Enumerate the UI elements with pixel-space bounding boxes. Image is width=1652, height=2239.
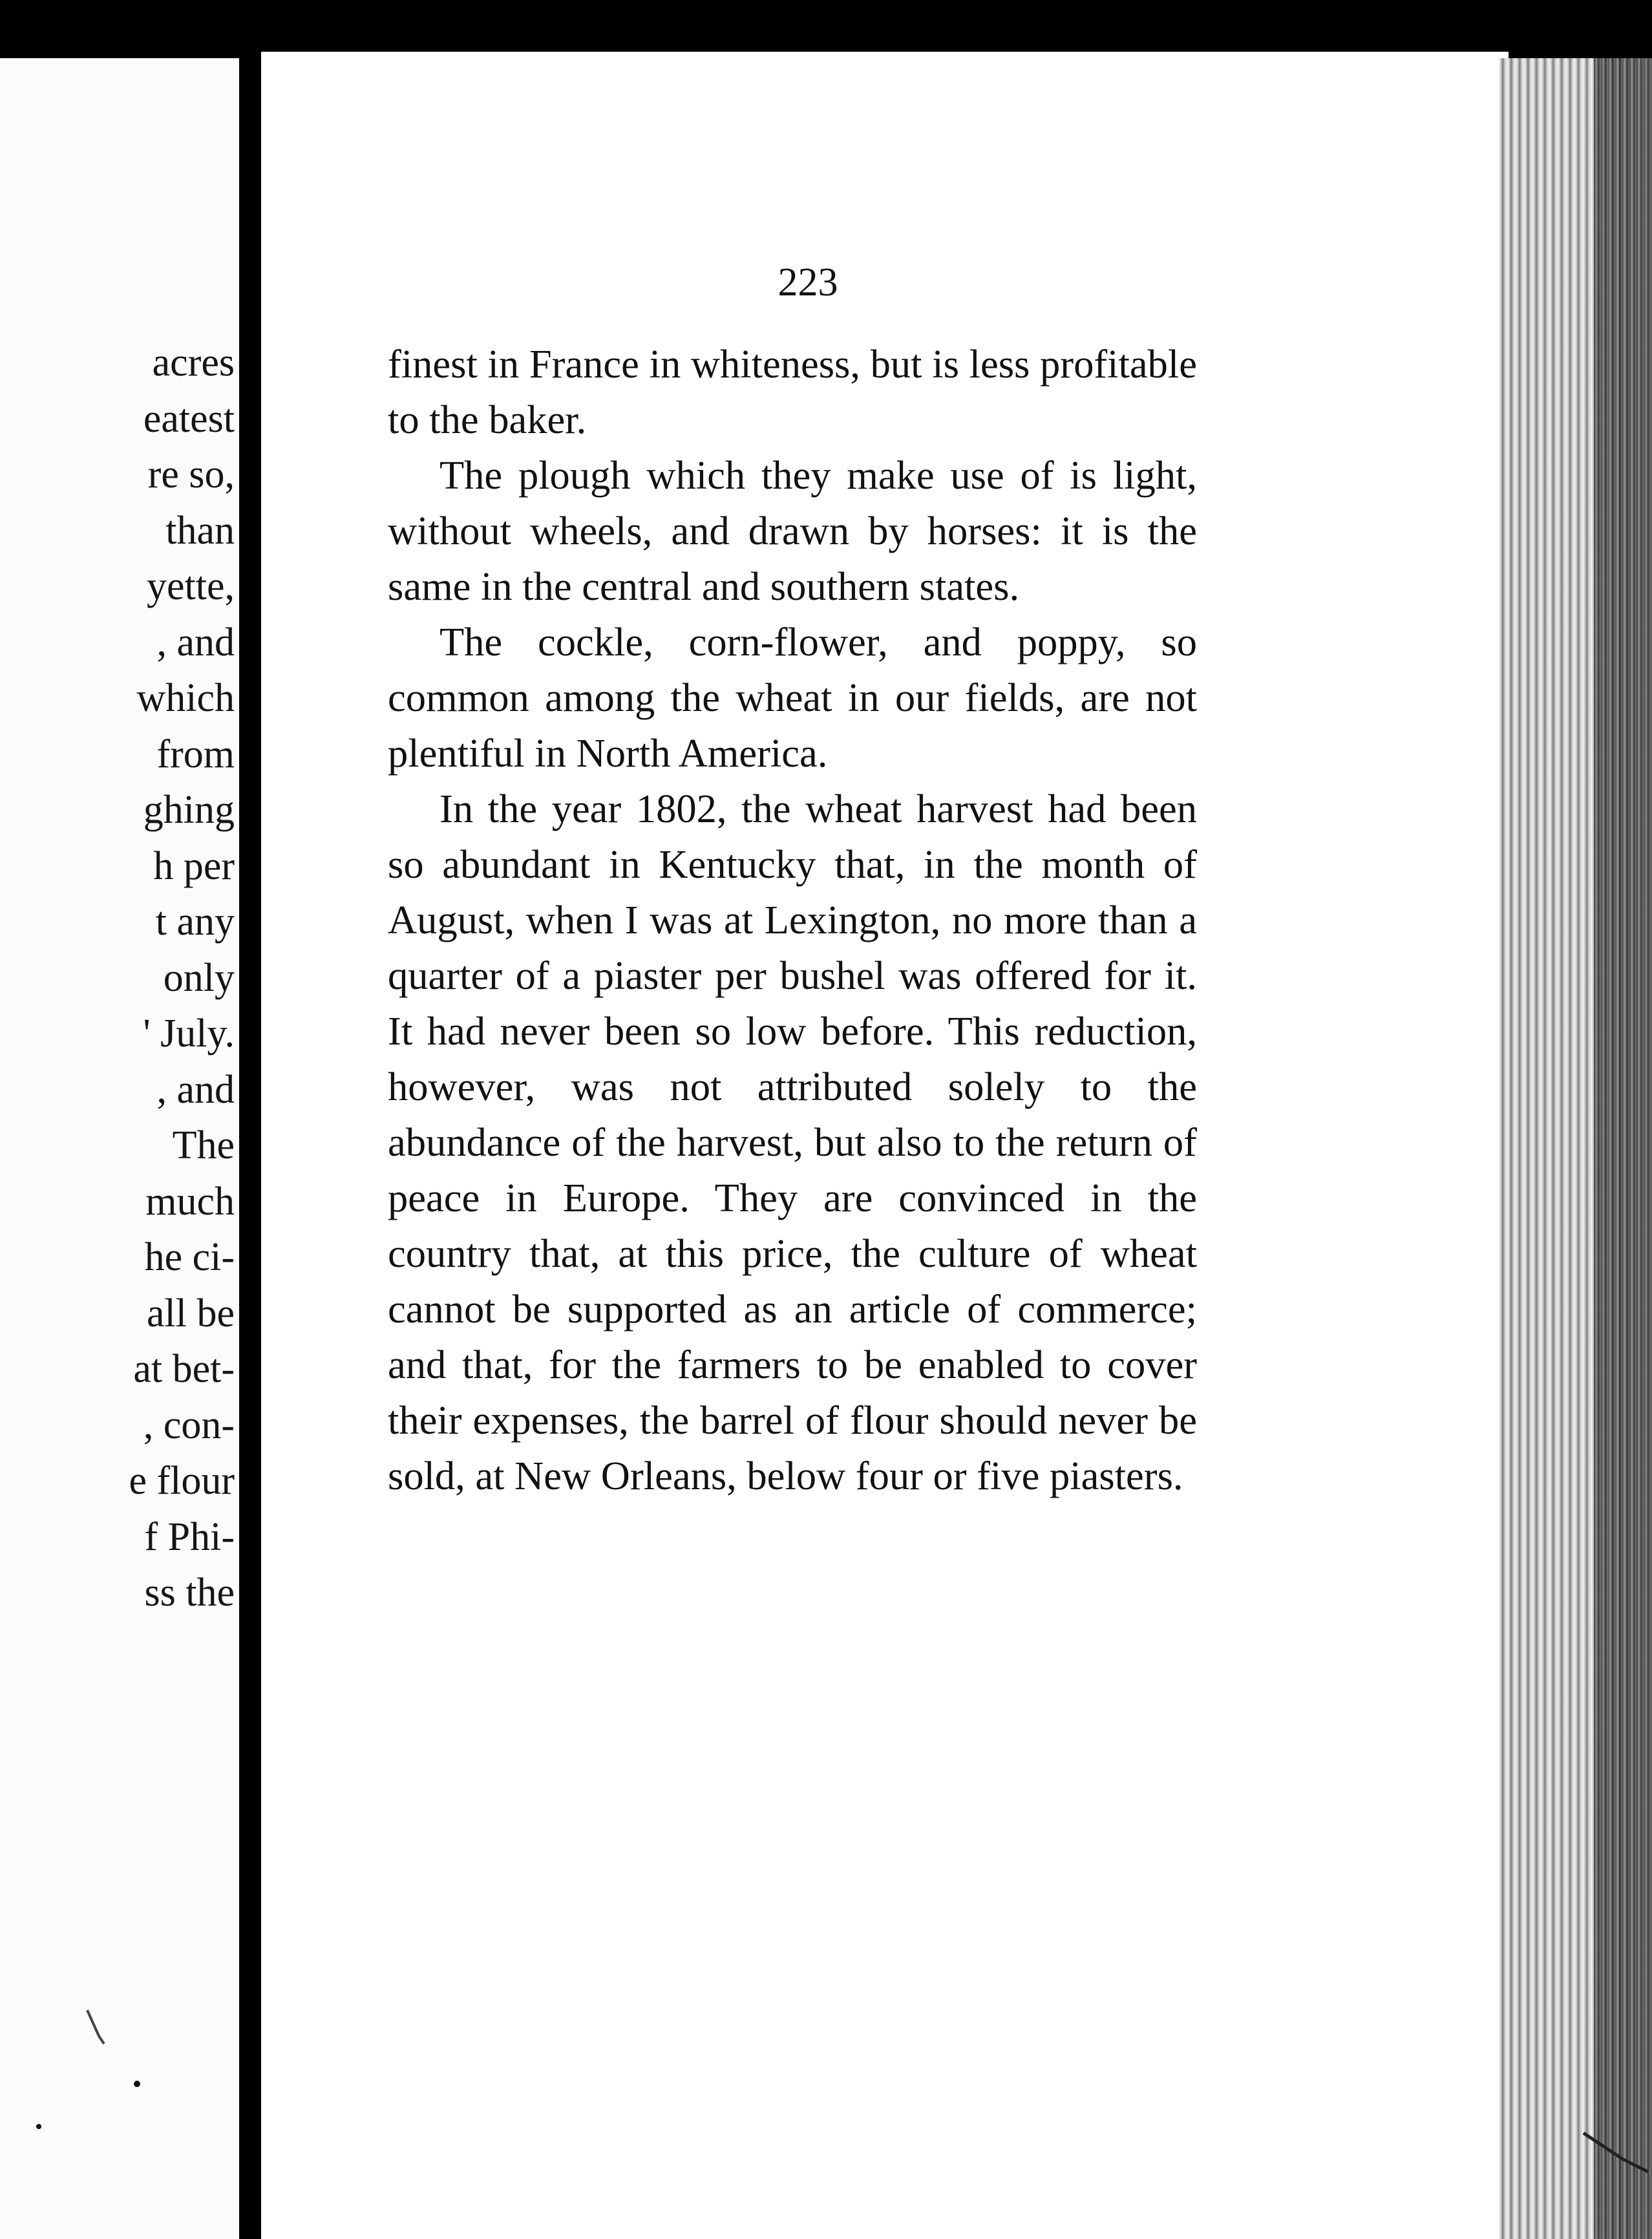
- paragraph: In the year 1802, the wheat harvest had been so abundant in Kentucky that, in the month of August, when I was at Lexington, no more than a quarter of a piaster per bushel was offered for it. It had never been so low before. This reduction, however, was not attributed solely to the abundance of the harvest, but also to the return of peace in Europe. They are convinced in the country that, at this price, the culture of wheat cannot be supported as an article of commerce; and that, for the farmers to be enabled to cover their expenses, the barrel of flour should never be sold, at New Orleans, below four or five piasters.: [388, 786, 1197, 1498]
- left-page-line: eatest: [143, 396, 235, 441]
- left-page-line: , and: [156, 620, 235, 664]
- left-page-line: re so,: [147, 452, 235, 496]
- left-page-line: yette,: [147, 564, 235, 608]
- left-page-line: t any: [155, 900, 235, 944]
- left-page-line: much: [145, 1179, 235, 1224]
- left-page-line: e flour: [129, 1459, 235, 1503]
- left-page-line: f Phi-: [144, 1514, 235, 1559]
- paragraph: finest in France in whiteness, but is less profitable to the baker.: [388, 341, 1197, 442]
- left-page-line: ss the: [144, 1571, 235, 1615]
- left-page-line: he ci-: [144, 1235, 235, 1279]
- left-page-line: The: [172, 1123, 235, 1167]
- left-page-line: than: [165, 508, 235, 553]
- left-page-line: , con-: [143, 1403, 235, 1447]
- left-page-line: ' July.: [143, 1012, 235, 1056]
- left-page-line: at bet-: [133, 1347, 235, 1391]
- page-number: 223: [778, 260, 838, 304]
- left-page-line: h per: [153, 844, 235, 888]
- left-page-line: only: [163, 955, 235, 1000]
- left-page-line: ghing: [143, 788, 235, 832]
- left-page-line: all be: [147, 1291, 235, 1335]
- left-page-line: acres: [152, 341, 235, 385]
- left-page-line: from: [156, 732, 235, 776]
- paragraph: The plough which they make use of is light, without wheels, and drawn by horses: it is the same in the central and southern states.: [388, 452, 1197, 609]
- paragraph: The cockle, corn-flower, and poppy, so common among the wheat in our fields, are not plentiful in North America.: [388, 619, 1197, 776]
- left-page-line: which: [136, 676, 235, 720]
- left-page-line: , and: [156, 1067, 235, 1112]
